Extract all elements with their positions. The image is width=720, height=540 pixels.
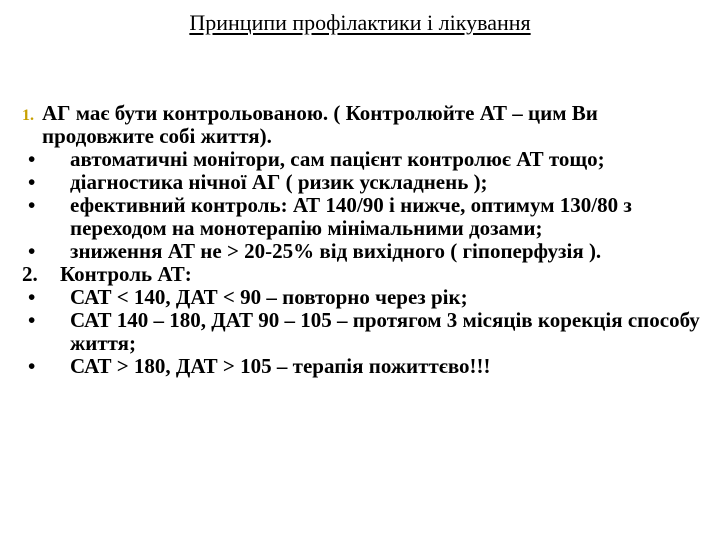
bullet-text: зниження АТ не > 20-25% від вихідного ( гіпоперфузія ). — [70, 239, 602, 263]
bullet-text: САТ < 140, ДАТ < 90 – повторно через рік; — [70, 285, 468, 309]
bullet-icon: • — [28, 308, 36, 332]
bullet-text: діагностика нічної АГ ( ризик ускладнень ); — [70, 170, 488, 194]
bullet-icon: • — [28, 285, 36, 309]
bullet-text: САТ > 180, ДАТ > 105 – терапія пожиттєво!!! — [70, 354, 491, 378]
slide-content — [22, 102, 712, 378]
list-number-1: 1. — [22, 107, 34, 124]
bullet-item — [22, 355, 712, 378]
bullet-item — [22, 148, 712, 171]
bullet-text: САТ 140 – 180, ДАТ 90 – 105 – протягом 3 місяців корекція способу життя; — [70, 308, 700, 355]
bullet-item — [22, 171, 712, 194]
bullet-item — [22, 286, 712, 309]
bullet-icon: • — [28, 147, 36, 171]
bullet-icon: • — [28, 239, 36, 263]
list-item-2-text: Контроль АТ: — [60, 262, 192, 286]
list-item-1-text: АГ має бути контрольованою. ( Контролюйте АТ – цим Ви продовжите собі життя). — [42, 101, 598, 148]
bullet-item — [22, 309, 712, 355]
bullet-text: ефективний контроль: АТ 140/90 і нижче, оптимум 130/80 з переходом на монотерапію мінімальними дозами; — [70, 193, 632, 240]
bullet-text: автоматичні монітори, сам пацієнт контролює АТ тощо; — [70, 147, 605, 171]
bullet-icon: • — [28, 193, 36, 217]
bullet-item — [22, 240, 712, 263]
list-number-2: 2. — [22, 262, 38, 286]
list-item-2 — [22, 263, 712, 286]
bullet-icon: • — [28, 170, 36, 194]
bullet-item — [22, 194, 712, 240]
list-item-1 — [22, 102, 712, 148]
page-title: Принципи профілактики і лікування — [189, 10, 531, 35]
bullet-icon: • — [28, 354, 36, 378]
